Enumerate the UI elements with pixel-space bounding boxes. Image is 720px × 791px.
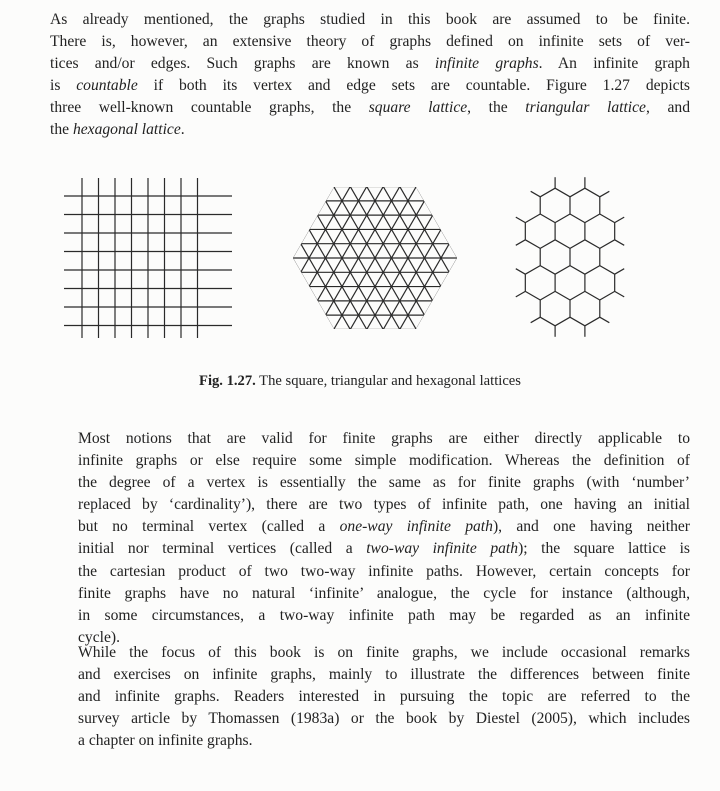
hexagonal-lattice-pendant-edge	[516, 291, 526, 297]
hexagonal-lattice-edge	[585, 291, 600, 300]
hexagonal-lattice-edge	[585, 214, 600, 223]
triangular-lattice-edge	[437, 170, 677, 345]
text-run: initial nor terminal vertices (called a	[78, 540, 367, 558]
text-run: There is, however, an extensive theory of graphs defined on infinite sets of ver-	[50, 33, 690, 51]
hexagonal-lattice-edge	[555, 291, 570, 300]
text-run: the degree of a vertex is essentially the same as for finite graphs (with ‘number’	[78, 474, 690, 492]
body-paragraph-1	[50, 428, 690, 649]
text-line	[50, 708, 690, 730]
hexagonal-lattice-pendant-edge	[516, 240, 526, 246]
lattice-figure	[50, 170, 690, 345]
caption-text: The square, triangular and hexagonal lattices	[255, 373, 521, 389]
text-run: finite graphs have no natural ‘infinite’ analogue, the cycle for instance (although,	[78, 584, 690, 602]
hexagonal-lattice-edge	[540, 266, 555, 275]
hexagonal-lattice-pendant-edge	[615, 217, 625, 223]
text-line	[50, 428, 690, 450]
hexagonal-lattice-edge	[540, 291, 555, 300]
text-run: the cartesian product of two two-way infinite paths. However, certain concepts for	[78, 562, 690, 580]
text-line	[50, 75, 690, 97]
text-run: , and	[645, 99, 690, 117]
emphasized-term: countable	[76, 77, 138, 95]
hexagonal-lattice-edge	[525, 214, 540, 223]
text-run: three well-known countable graphs, the	[50, 99, 369, 117]
text-line	[50, 494, 690, 516]
hexagonal-lattice-edge	[600, 291, 615, 300]
hexagonal-lattice-pendant-edge	[516, 269, 526, 275]
text-line	[50, 642, 690, 664]
text-run: Most notions that are valid for finite graphs are either directly applicable to	[78, 430, 690, 447]
text-line	[50, 31, 690, 53]
emphasized-term: triangular lattice	[525, 99, 646, 117]
text-run: infinite graphs or else require some simple modification. Whereas the definition of	[78, 452, 690, 470]
hexagonal-lattice-edge	[570, 188, 585, 197]
hexagonal-lattice-edge	[570, 240, 585, 249]
text-run: cycle).	[78, 628, 120, 646]
emphasized-term: one-way infinite path	[339, 518, 493, 536]
hexagonal-lattice-edge	[525, 266, 540, 275]
hexagonal-lattice-edge	[540, 214, 555, 223]
text-run: .	[180, 121, 185, 139]
text-run: As already mentioned, the graphs studied in this book are assumed to be finite.	[50, 11, 690, 28]
text-run: and infinite graphs. Readers interested in pursuing the topic are referred to the	[78, 688, 690, 706]
hexagonal-lattice-pendant-edge	[615, 291, 625, 297]
text-run: replaced by ‘cardinality’), there are two types of infinite path, one having an initial	[78, 496, 690, 514]
text-run: but no terminal vertex (called a	[78, 518, 340, 536]
text-line	[50, 97, 690, 119]
hexagonal-lattice-pendant-edge	[600, 317, 610, 323]
emphasized-term: hexagonal lattice	[72, 121, 181, 139]
hexagonal-lattice-edge	[600, 266, 615, 275]
text-run: tices and/or edges. Such graphs are known as	[50, 55, 435, 73]
text-line	[50, 472, 690, 494]
hexagonal-lattice	[516, 177, 624, 337]
hexagonal-lattice-pendant-edge	[600, 191, 610, 197]
text-line	[50, 686, 690, 708]
emphasized-term: square lattice	[368, 99, 468, 117]
text-run: . An infinite graph	[538, 55, 690, 73]
hexagonal-lattice-edge	[585, 188, 600, 197]
text-line	[50, 119, 690, 141]
intro-paragraph	[50, 9, 690, 142]
emphasized-term: two-way infinite path	[366, 540, 519, 558]
hexagonal-lattice-edge	[555, 240, 570, 249]
hexagonal-lattice-edge	[585, 240, 600, 249]
text-run: in some circumstances, a two-way infinite path may be regarded as an infinite	[78, 606, 690, 624]
text-run: the	[50, 121, 73, 139]
hexagonal-lattice-edge	[600, 240, 615, 249]
text-run: ), and one having neither	[492, 518, 691, 536]
text-line	[50, 561, 690, 583]
hexagonal-lattice-edge	[525, 291, 540, 300]
text-line	[50, 605, 690, 627]
text-line	[50, 664, 690, 686]
text-line	[50, 538, 690, 560]
hexagonal-lattice-edge	[585, 266, 600, 275]
triangular-lattice-edge	[255, 170, 495, 345]
hexagonal-lattice-pendant-edge	[531, 317, 541, 323]
hexagonal-lattice-pendant-edge	[615, 269, 625, 275]
hexagonal-lattice-edge	[555, 266, 570, 275]
hexagonal-lattice-edge	[570, 317, 585, 326]
hexagonal-lattice-edge	[555, 188, 570, 197]
figure-caption	[0, 373, 720, 390]
hexagonal-lattice-edge	[540, 240, 555, 249]
text-run: While the focus of this book is on finite graphs, we include occasional remarks	[78, 644, 690, 661]
text-run: if both its vertex and edge sets are countable. Figure 1.27 depicts	[137, 77, 690, 95]
text-line	[50, 53, 690, 75]
text-run: survey article by Thomassen (1983a) or the book by Diestel (2005), which includes	[78, 710, 690, 728]
hexagonal-lattice-edge	[525, 240, 540, 249]
hexagonal-lattice-pendant-edge	[531, 191, 541, 197]
text-run: a chapter on infinite graphs.	[78, 732, 253, 750]
text-line	[50, 516, 690, 538]
text-run: and exercises on infinite graphs, mainly to illustrate the differences between finite	[78, 666, 690, 684]
body-paragraph-2	[50, 642, 690, 752]
hexagonal-lattice-edge	[585, 317, 600, 326]
text-run: is	[50, 77, 77, 95]
hexagonal-lattice-edge	[540, 188, 555, 197]
text-line	[50, 583, 690, 605]
hexagonal-lattice-edge	[570, 266, 585, 275]
text-line	[50, 730, 690, 752]
triangular-lattice-edge	[437, 170, 677, 345]
emphasized-term: infinite graphs	[434, 55, 539, 73]
text-run: ); the square lattice is	[518, 540, 691, 558]
hexagonal-lattice-edge	[540, 317, 555, 326]
text-line	[50, 9, 690, 31]
hexagonal-lattice-pendant-edge	[615, 240, 625, 246]
text-run: , the	[467, 99, 526, 117]
lattice-figure-svg	[50, 170, 690, 345]
caption-label: Fig. 1.27.	[199, 373, 256, 389]
hexagonal-lattice-edge	[570, 291, 585, 300]
hexagonal-lattice-edge	[555, 317, 570, 326]
hexagonal-lattice-edge	[600, 214, 615, 223]
hexagonal-lattice-edge	[570, 214, 585, 223]
square-lattice	[64, 178, 232, 338]
text-line	[50, 450, 690, 472]
hexagonal-lattice-edge	[555, 214, 570, 223]
hexagonal-lattice-pendant-edge	[516, 217, 526, 223]
